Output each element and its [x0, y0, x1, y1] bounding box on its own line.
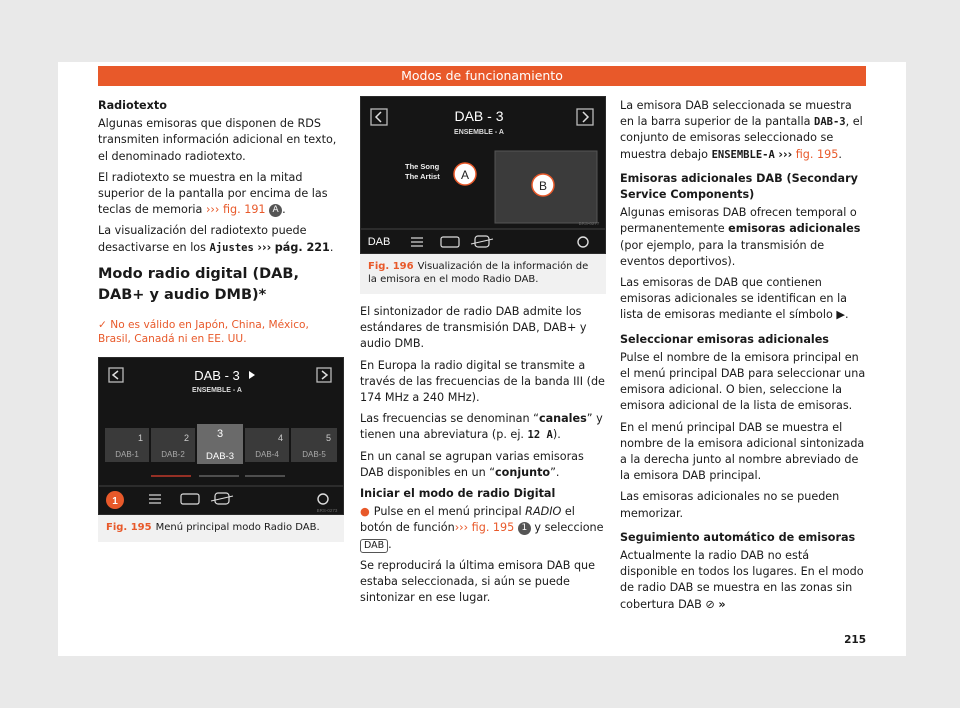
check-icon: ✓: [98, 318, 107, 331]
dab-label: DAB: [367, 236, 391, 248]
section-heading: Modo radio digital (DAB, DAB+ y audio DMB)*: [98, 265, 299, 303]
instruction-step: ● Pulse en el menú principal RADIO el botón de función››› fig. 195 1 y seleccione DAB .: [360, 505, 604, 551]
paragraph: El radiotexto se muestra en la mitad superior de la pantalla por encima de las teclas de memoria ››› fig. 191 A .: [98, 170, 328, 217]
paragraph: Actualmente la radio DAB no está disponible en todos los lugares. En el modo de radio DAB se muestra en las zonas sin cobertura DAB ⊘ »: [620, 549, 864, 611]
paragraph: Las frecuencias se denominan “canales” y tienen una abreviatura (p. ej. 12 A).: [360, 412, 603, 442]
page-number: 215: [844, 634, 866, 646]
callout-badge: 1: [518, 522, 531, 535]
no-signal-icon: ⊘: [705, 597, 715, 611]
paragraph: En el menú principal DAB se muestra el nombre de la emisora adicional sintonizada a la derecha junto al nombre abreviado de la emisora DAB principal.: [620, 420, 865, 483]
paragraph: La emisora DAB seleccionada se muestra en la barra superior de la pantalla DAB-3, el conjunto de emisoras seleccionado se muestra debajo ENSEMBLE-A ››› fig. 195.: [620, 99, 863, 161]
ref-arrows: ›››: [778, 147, 793, 161]
dab-key: DAB: [360, 539, 388, 553]
fig-link[interactable]: fig. 191: [222, 203, 266, 217]
figure-code: BRS-0273: [316, 507, 338, 513]
callout-badge: A: [269, 204, 282, 217]
paragraph: La visualización del radiotexto puede desactivarse en los Ajustes ››› pág. 221.: [98, 224, 334, 254]
ref-arrows: ›››: [454, 521, 469, 535]
svg-text:DAB-4: DAB-4: [255, 449, 279, 459]
column-left: [98, 98, 344, 552]
continue-arrow: »: [718, 597, 726, 611]
column-middle: [360, 98, 606, 611]
callout-1: 1: [112, 495, 118, 507]
paragraph: Las emisoras adicionales no se pueden memorizar.: [620, 490, 840, 520]
radio-screen: [98, 357, 344, 515]
figure-caption: Fig. 196 Visualización de la información de la emisora en el modo Radio DAB.: [368, 261, 589, 285]
svg-text:DAB-1: DAB-1: [115, 449, 139, 459]
figure-195: [98, 357, 344, 542]
paragraph: Algunas emisoras que disponen de RDS transmiten información adicional en texto, el denominado radiotexto.: [98, 117, 337, 163]
bullet-icon: ●: [360, 505, 370, 519]
screen-title: DAB - 3: [194, 367, 240, 383]
svg-text:1: 1: [137, 432, 143, 443]
heading-seguimiento: Seguimiento automático de emisoras: [620, 530, 856, 544]
radio-screen-drawing: [99, 358, 343, 514]
svg-text:DAB-3: DAB-3: [206, 450, 234, 462]
section-header: Modos de funcionamiento: [98, 66, 866, 86]
ref-arrows: ›››: [257, 240, 272, 254]
svg-text:DAB-5: DAB-5: [302, 449, 326, 459]
screen-title: DAB - 3: [454, 108, 504, 124]
screen-ensemble: ENSEMBLE - A: [454, 129, 504, 136]
fig-link[interactable]: fig. 195: [795, 147, 839, 161]
paragraph: En un canal se agrupan varias emisoras DAB disponibles en un “conjunto”.: [360, 449, 584, 479]
svg-text:4: 4: [277, 432, 283, 443]
fig-link[interactable]: fig. 195: [471, 521, 515, 535]
svg-text:3: 3: [216, 427, 224, 440]
paragraph: Pulse el nombre de la emisora principal en el menú principal DAB para seleccionar una emisora adicional. O bien, seleccione la emisora adicional de la lista de emisoras.: [620, 350, 866, 413]
column-right: [620, 98, 866, 618]
play-icon: ▶: [836, 308, 845, 322]
heading-iniciar: Iniciar el modo de radio Digital: [360, 487, 556, 501]
song-title: The Song: [405, 162, 440, 171]
svg-text:5: 5: [325, 432, 331, 443]
callout-a: A: [460, 168, 470, 182]
availability-note: ✓ No es válido en Japón, China, México, Brasil, Canadá ni en EE. UU.: [98, 318, 309, 346]
svg-text:DAB-2: DAB-2: [161, 449, 185, 459]
figure-code: BRS-0277: [578, 221, 600, 226]
heading-seleccionar: Seleccionar emisoras adicionales: [620, 332, 829, 346]
screen-ensemble: ENSEMBLE - A: [192, 386, 242, 394]
figure-196: [360, 96, 606, 294]
svg-text:2: 2: [183, 432, 189, 443]
paragraph: Algunas emisoras DAB ofrecen temporal o permanentemente emisoras adicionales (por ejemplo, para la transmisión de eventos deportivos).: [620, 206, 861, 268]
paragraph: El sintonizador de radio DAB admite los estándares de transmisión DAB, DAB+ y audio DMB.: [360, 305, 587, 351]
page-link[interactable]: pág. 221: [274, 240, 330, 254]
paragraph: En Europa la radio digital se transmite a través de las frecuencias de la banda III (de 174 MHz a 240 MHz).: [360, 358, 605, 405]
radio-screen-info-drawing: [361, 97, 605, 253]
figure-caption: Fig. 195 Menú principal modo Radio DAB.: [106, 521, 320, 533]
paragraph: Las emisoras de DAB que contienen emisoras adicionales se identifican en la lista de emisoras mediante el símbolo ▶.: [620, 276, 849, 322]
artist-name: The Artist: [405, 172, 440, 181]
radio-screen-info: [360, 96, 606, 254]
heading-adicionales: Emisoras adicionales DAB (Secondary Service Components): [620, 171, 858, 202]
callout-b: B: [538, 179, 548, 193]
manual-page: [58, 62, 906, 656]
heading-radiotexto: Radiotexto: [98, 99, 167, 112]
ref-arrows: ›››: [205, 203, 220, 217]
paragraph: Se reproducirá la última emisora DAB que estaba seleccionada, si aún se puede sintonizar en ese lugar.: [360, 558, 596, 605]
